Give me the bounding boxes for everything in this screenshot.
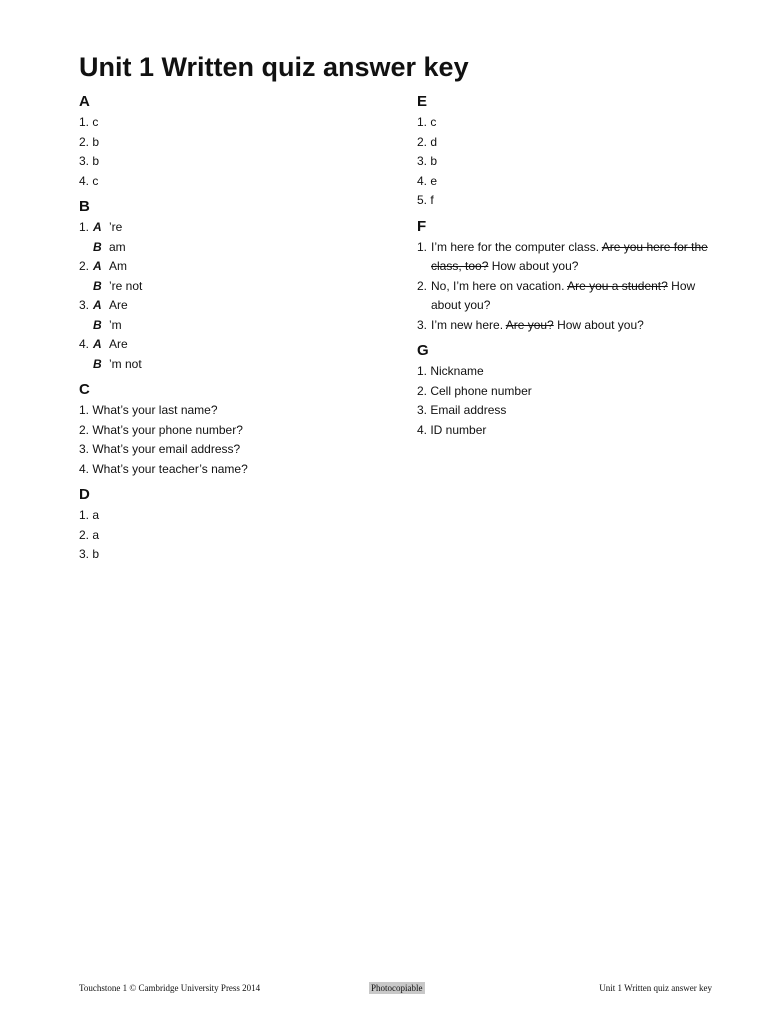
- struck-sentence: Are you?: [505, 317, 554, 332]
- footer-photocopiable-badge: Photocopiable: [371, 983, 423, 993]
- item-number: 1.: [417, 239, 428, 254]
- section-e-item: 1. c: [417, 115, 437, 129]
- answer-sentence: No, I’m here on vacation.: [431, 278, 565, 293]
- section-d-item: 1. a: [79, 508, 100, 522]
- section-e-item: 3. b: [417, 154, 438, 168]
- speaker-a-answer: Am: [109, 259, 127, 273]
- section-b-item: [79, 355, 399, 375]
- section-f-item: [417, 277, 717, 316]
- section-c-item: 4. What’s your teacher’s name?: [79, 461, 248, 476]
- speaker-a-answer: Are: [109, 337, 128, 351]
- speaker-b-label: B: [93, 239, 102, 254]
- speaker-a-answer: ’re: [109, 220, 123, 234]
- speaker-a-answer: Are: [109, 298, 128, 312]
- speaker-b-answer: ’re not: [109, 278, 143, 293]
- speaker-b-answer: am: [109, 239, 126, 254]
- section-f-item: [417, 238, 717, 277]
- page-footer: [79, 982, 712, 996]
- section-f-item: [417, 316, 717, 336]
- follow-up: How about you?: [557, 317, 644, 332]
- section-b-heading: B: [79, 198, 90, 215]
- speaker-a-label: A: [93, 337, 102, 351]
- section-g-item: 3. Email address: [417, 403, 507, 417]
- speaker-a-label: A: [93, 298, 102, 312]
- answer-sentence: I’m new here.: [431, 317, 504, 332]
- speaker-b-label: B: [93, 278, 102, 293]
- speaker-b-label: B: [93, 356, 102, 371]
- section-e-item: 2. d: [417, 134, 438, 149]
- section-a-item: 4. c: [79, 173, 99, 188]
- speaker-b-label: B: [93, 317, 102, 332]
- item-number: 1.: [79, 220, 90, 234]
- item-number: 3.: [417, 317, 428, 332]
- section-d: [79, 485, 399, 565]
- section-g-item: 1. Nickname: [417, 364, 484, 378]
- speaker-b-answer: ’m not: [109, 356, 142, 371]
- section-c-item: 2. What’s your phone number?: [79, 422, 243, 437]
- section-g-item: 2. Cell phone number: [417, 383, 532, 398]
- struck-sentence: Are you here for the class, too?: [431, 239, 708, 273]
- section-b-item: [79, 335, 399, 355]
- section-b-item: [79, 257, 399, 277]
- struck-sentence: Are you a student?: [567, 278, 668, 293]
- section-b-item: [79, 277, 399, 297]
- section-c-heading: C: [79, 381, 90, 398]
- answer-text: [431, 238, 717, 277]
- section-e-item: 5. f: [417, 193, 434, 207]
- section-b-item: [79, 316, 399, 336]
- section-a-item: 2. b: [79, 134, 100, 149]
- section-a-heading: A: [79, 93, 90, 110]
- footer-copyright: Touchstone 1 © Cambridge University Press 2014: [79, 983, 261, 993]
- left-column: [79, 92, 399, 571]
- section-a-item: 3. b: [79, 154, 100, 168]
- section-c: [79, 380, 399, 479]
- section-d-item: 3. b: [79, 547, 100, 561]
- follow-up: How about you?: [491, 259, 579, 273]
- section-b-item: [79, 218, 399, 238]
- section-g-item: 4. ID number: [417, 422, 487, 437]
- item-number: 2.: [417, 278, 428, 293]
- item-number: 2.: [79, 259, 90, 273]
- right-column: [417, 92, 717, 446]
- item-number: 4.: [79, 337, 90, 351]
- section-e-item: 4. e: [417, 173, 438, 188]
- item-number: 3.: [79, 298, 90, 312]
- section-c-item: 3. What’s your email address?: [79, 442, 241, 456]
- speaker-a-label: A: [93, 220, 102, 234]
- section-d-heading: D: [79, 486, 90, 503]
- section-d-item: 2. a: [79, 527, 100, 542]
- answer-text: [431, 277, 717, 316]
- section-b-item: [79, 296, 399, 316]
- speaker-b-answer: ’m: [109, 317, 122, 332]
- section-g: [417, 341, 717, 440]
- section-f-heading: F: [417, 217, 427, 235]
- answer-sentence: I’m here for the computer class.: [431, 239, 600, 254]
- section-e: [417, 92, 717, 211]
- section-e-heading: E: [417, 93, 428, 110]
- section-a: [79, 92, 399, 191]
- page-title: Unit 1 Written quiz answer key: [79, 52, 469, 82]
- follow-up: How about you?: [431, 278, 696, 312]
- footer-title: Unit 1 Written quiz answer key: [599, 983, 712, 993]
- section-g-heading: G: [417, 342, 429, 359]
- section-f: [417, 217, 717, 336]
- section-b: [79, 197, 399, 374]
- section-a-item: 1. c: [79, 115, 99, 129]
- answer-text: [431, 316, 717, 336]
- section-b-item: [79, 238, 399, 258]
- section-c-item: 1. What’s your last name?: [79, 403, 218, 417]
- speaker-a-label: A: [93, 259, 102, 273]
